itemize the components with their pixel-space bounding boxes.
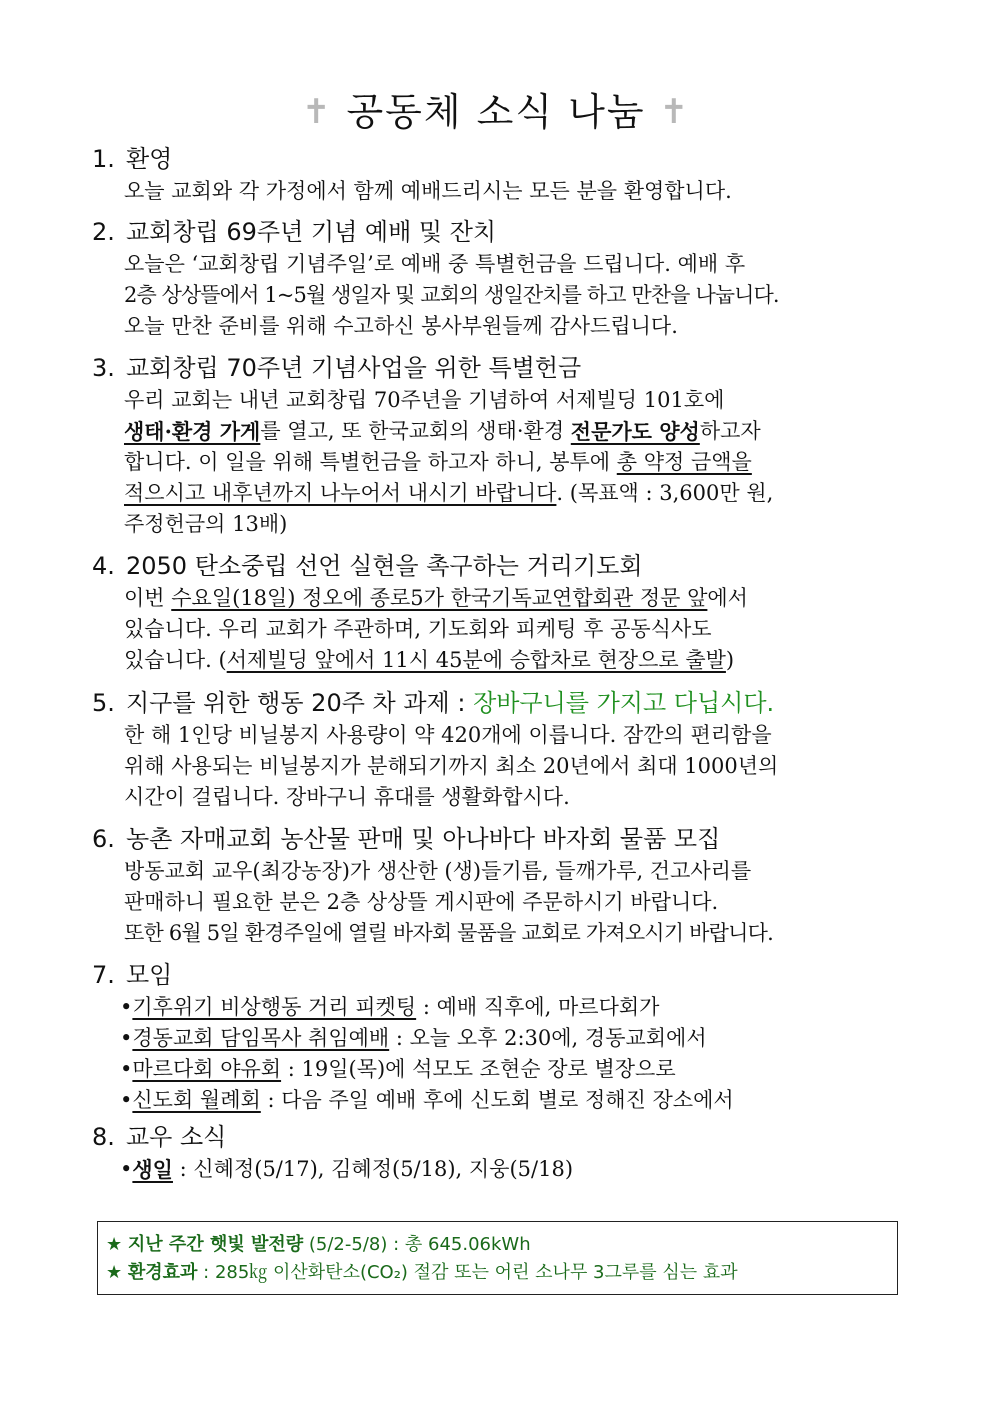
section-heading [92, 1120, 902, 1154]
section-title: 농촌 자매교회 농산물 판매 및 아나바다 바자회 물품 모집 [126, 825, 721, 853]
section-title: 지구를 위한 행동 20주 차 과제 : [126, 689, 474, 717]
body-text: 에서 [707, 586, 748, 610]
body-text: 이번 [124, 586, 172, 610]
section-title: 교회창립 69주년 기념 예배 및 잔치 [126, 218, 497, 246]
section-member-news [92, 1120, 902, 1185]
environment-effect-line [106, 1259, 897, 1287]
body-line: 판매하니 필요한 분은 2층 상상뜰 게시판에 주문하시기 바랍니다. [124, 890, 719, 914]
page-title [0, 86, 992, 138]
section-title: 교회창립 70주년 기념사업을 위한 특별헌금 [126, 354, 582, 382]
body-line: 오늘 교회와 각 가정에서 함께 예배드리시는 모든 분을 환영합니다. [124, 179, 732, 203]
list-item [120, 1023, 902, 1054]
section-heading [92, 215, 902, 249]
birthday-names: : 신혜정(5/17), 김혜정(5/18), 지웅(5/18) [172, 1157, 574, 1181]
body-line: 오늘 만찬 준비를 위해 수고하신 봉사부원들께 감사드립니다. [124, 314, 678, 338]
bullet: • [120, 1026, 133, 1050]
section-heading [92, 142, 902, 176]
solar-power-box [97, 1221, 898, 1295]
body-text: . (목표액 : 3,600만 원, [556, 481, 774, 505]
cross-icon: ✝ [659, 92, 691, 132]
underlined-text: 서제빌딩 앞에서 11시 45분에 승합차로 현장으로 출발 [226, 648, 726, 672]
solar-value: (5/2-5/8) : 총 645.06kWh [303, 1234, 531, 1255]
body-line: 시간이 걸립니다. 장바구니 휴대를 생활화합시다. [124, 785, 570, 809]
section-earth-action [92, 686, 902, 813]
section-body [124, 720, 902, 813]
effect-value: : 285㎏ 이산화탄소(CO₂) 절감 또는 어린 소나무 3그루를 심는 효과 [197, 1262, 738, 1283]
meeting-name: 신도회 월례회 [132, 1088, 261, 1112]
section-body [120, 1154, 902, 1185]
cross-icon: ✝ [301, 92, 333, 132]
bullet: • [120, 1057, 133, 1081]
star-icon: ★ [106, 1262, 123, 1283]
section-body [124, 176, 902, 207]
meeting-list [120, 992, 902, 1116]
section-body [124, 856, 902, 949]
solar-label: 지난 주간 햇빛 발전량 [127, 1234, 304, 1255]
birthday-label: 생일 [132, 1157, 173, 1182]
section-anniversary-69 [92, 215, 902, 342]
body-line [124, 447, 902, 478]
body-text: 합니다. 이 일을 위해 특별헌금을 하고자 하니, 봉투에 [124, 450, 617, 474]
section-body [124, 385, 902, 540]
body-line [124, 416, 902, 447]
bullet: • [120, 1088, 133, 1112]
body-line: 방동교회 교우(최강농장)가 생산한 (생)들기름, 들깨가루, 건고사리를 [124, 859, 752, 883]
section-heading [92, 351, 902, 385]
weekly-task: 장바구니를 가지고 다닙시다. [473, 689, 775, 717]
section-number: 3. [92, 354, 115, 382]
effect-label: 환경효과 [127, 1262, 198, 1283]
section-number: 5. [92, 689, 115, 717]
meeting-desc: : 다음 주일 예배 후에 신도회 별로 정해진 장소에서 [260, 1088, 734, 1112]
section-heading [92, 686, 902, 720]
section-title: 환영 [126, 145, 173, 173]
section-number: 8. [92, 1123, 115, 1151]
body-line: 또한 6월 5일 환경주일에 열릴 바자회 물품을 교회로 가져오시기 바랍니다. [124, 921, 773, 945]
body-line: 한 해 1인당 비닐봉지 사용량이 약 420개에 이릅니다. 잠깐의 편리함을 [124, 723, 772, 747]
section-heading [92, 958, 902, 992]
bullet: • [120, 995, 133, 1019]
birthday-line [120, 1154, 902, 1185]
meeting-name: 경동교회 담임목사 취임예배 [132, 1026, 390, 1050]
meeting-name: 기후위기 비상행동 거리 피켓팅 [132, 995, 417, 1019]
section-welcome [92, 142, 902, 207]
list-item [120, 1085, 902, 1116]
section-meetings [92, 958, 902, 1116]
section-number: 2. [92, 218, 115, 246]
section-anniversary-70 [92, 351, 902, 540]
body-line: 주정헌금의 13배) [124, 512, 288, 536]
highlight-expert-training: 전문가도 양성 [570, 419, 700, 444]
underlined-text: 적으시고 내후년까지 나누어서 내시기 바랍니다 [124, 481, 557, 505]
section-number: 4. [92, 552, 115, 580]
body-line: 우리 교회는 내년 교회창립 70주년을 기념하여 서제빌딩 101호에 [124, 388, 725, 412]
list-item [120, 1054, 902, 1085]
section-heading [92, 822, 902, 856]
section-body [124, 249, 902, 342]
bullet: • [120, 1157, 133, 1181]
meeting-desc: : 오늘 오후 2:30에, 경동교회에서 [389, 1026, 707, 1050]
underlined-text: 수요일(18일) 정오에 종로5가 한국기독교연합회관 정문 앞 [171, 586, 708, 610]
body-line: 오늘은 ‘교회창립 기념주일’로 예배 중 특별헌금을 드립니다. 예배 후 [124, 252, 746, 276]
section-number: 1. [92, 145, 115, 173]
section-number: 7. [92, 961, 115, 989]
body-line: 2층 상상뜰에서 1~5월 생일자 및 교회의 생일잔치를 하고 만찬을 나눕니다. [124, 283, 779, 307]
title-text: 공동체 소식 나눔 [346, 90, 646, 134]
section-number: 6. [92, 825, 115, 853]
section-title: 교우 소식 [126, 1123, 227, 1151]
body-text: 하고자 [699, 419, 761, 443]
body-line: 위해 사용되는 비닐봉지가 분해되기까지 최소 20년에서 최대 1000년의 [124, 754, 779, 778]
body-text: 있습니다. ( [124, 648, 227, 672]
section-body [124, 583, 902, 676]
solar-generation-line [106, 1231, 897, 1259]
underlined-text: 총 약정 금액을 [616, 450, 752, 474]
meeting-desc: : 예배 직후에, 마르다회가 [416, 995, 660, 1019]
section-title: 2050 탄소중립 선언 실현을 촉구하는 거리기도회 [126, 552, 643, 580]
body-line: 있습니다. 우리 교회가 주관하며, 기도회와 피케팅 후 공동식사도 [124, 617, 712, 641]
meeting-name: 마르다회 야유회 [132, 1057, 282, 1081]
body-text: ) [725, 648, 735, 672]
section-title: 모임 [126, 961, 173, 989]
list-item [120, 992, 902, 1023]
body-line [124, 478, 902, 509]
highlight-eco-shop: 생태·환경 가게 [124, 419, 261, 444]
section-farm-bazaar [92, 822, 902, 949]
meeting-desc: : 19일(목)에 석모도 조현순 장로 별장으로 [281, 1057, 676, 1081]
star-icon: ★ [106, 1234, 123, 1255]
section-heading [92, 549, 902, 583]
body-line [124, 583, 902, 614]
body-text: 를 열고, 또 한국교회의 생태·환경 [260, 419, 571, 443]
body-line [124, 645, 902, 676]
section-carbon-neutral-prayer [92, 549, 902, 676]
